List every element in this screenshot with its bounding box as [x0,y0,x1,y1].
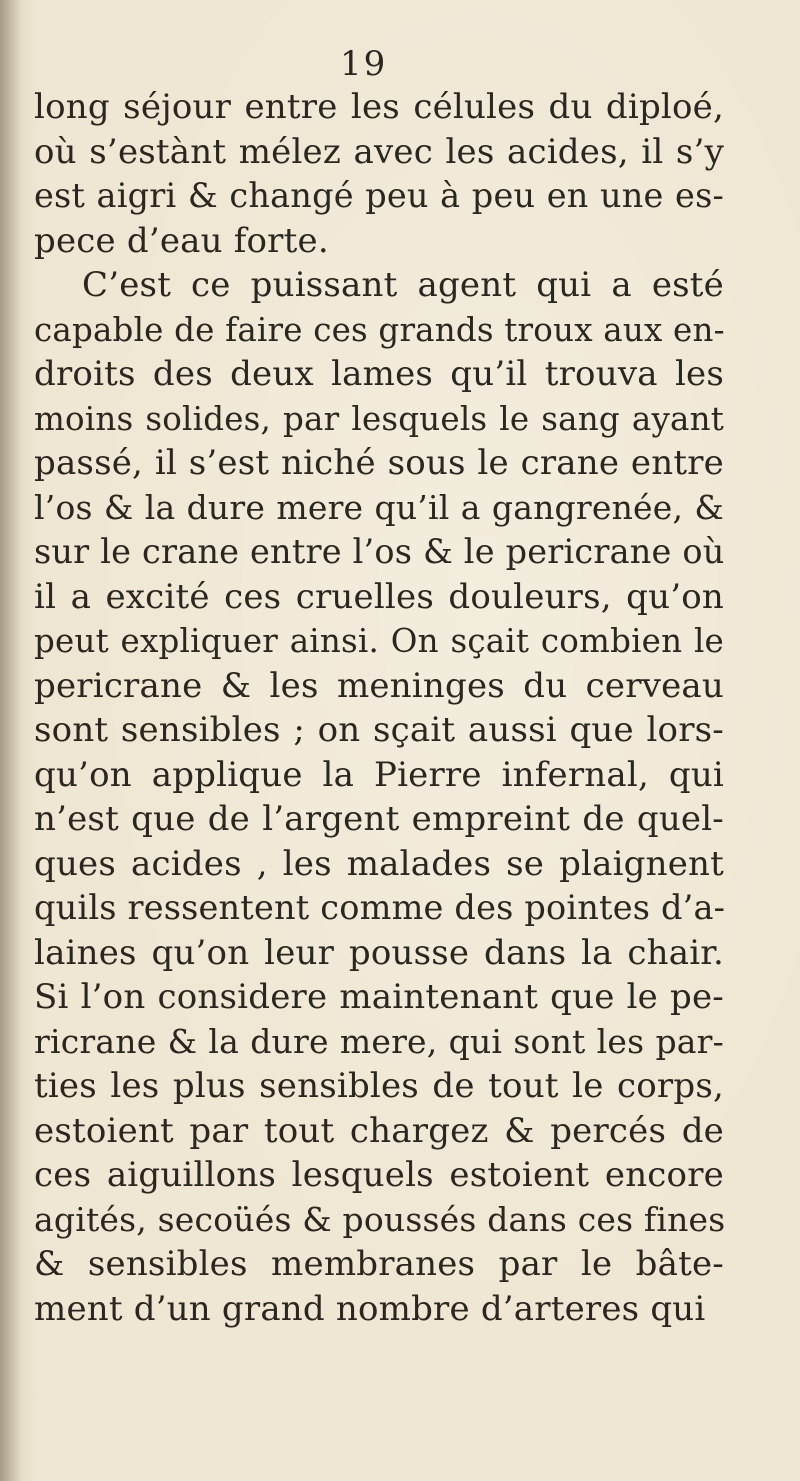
text-line: estoient par tout chargez & percés de [34,1110,724,1151]
text-line: agités, secoüés & poussés dans ces fines [34,1199,726,1239]
text-line: long séjour entre les célules du diploé, [34,87,724,127]
binding-gutter-shadow [0,0,22,1481]
text-line: passé, il s’est niché sous le crane entre [34,443,724,483]
text-line: quils ressentent comme des pointes d’a- [34,888,726,927]
text-line: droits des deux lames qu’il trouva les [34,354,724,394]
text-line: moins solides, par lesquels le sang ayant [34,399,724,438]
text-line: sont sensibles ; on sçait aussi que lors- [34,710,724,750]
text-line: ces aiguillons lesquels estoient encore [34,1155,724,1195]
text-line: peut expliquer ainsi. On sçait combien le [34,622,724,660]
text-line: sur le crane entre l’os & le pericrane où [34,532,725,571]
text-line: ment d’un grand nombre d’arteres qui [34,1288,706,1329]
text-line: laines qu’on leur pousse dans la chair. [34,932,724,973]
text-line: est aigri & changé peu à peu en une es- [34,176,724,215]
text-line: & sensibles membranes par le bâte- [34,1244,724,1284]
text-line: n’est que de l’argent empreint de quel- [34,799,724,839]
text-line: pericrane & les meninges du cerveau [34,665,724,706]
body-text [34,85,724,1331]
text-line: il a excité ces cruelles douleurs, qu’on [34,576,724,617]
text-line: où s’estànt mélez avec les acides, il s’y [34,131,724,172]
page-number: 19 [340,44,388,84]
text-line: C’est ce puissant agent qui a esté [82,265,724,305]
text-line: ricrane & la dure mere, qui sont les par- [34,1021,724,1061]
text-line: pece d’eau forte. [34,220,329,261]
text-line: ties les plus sensibles de tout le corps, [34,1066,724,1106]
text-line: capable de faire ces grands troux aux en- [34,310,725,349]
text-line: ques acides , les malades se plaignent [34,843,724,884]
text-line: l’os & la dure mere qu’il a gangrenée, & [34,487,724,527]
text-line: Si l’on considere maintenant que le pe- [34,977,724,1017]
text-line: qu’on applique la Pierre infernal, qui [34,754,724,795]
